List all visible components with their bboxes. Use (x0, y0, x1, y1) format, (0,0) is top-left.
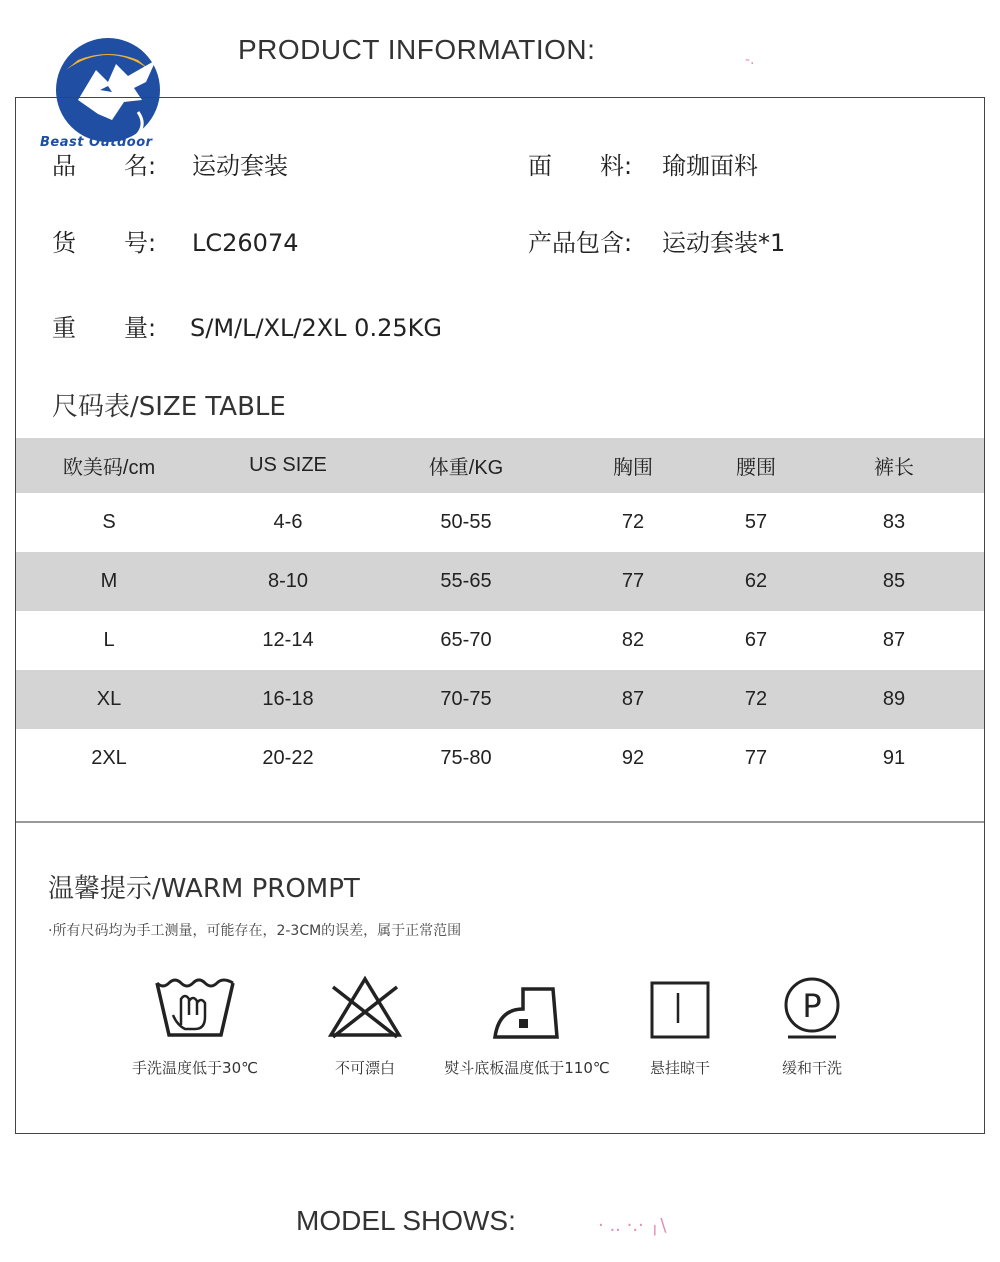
decorative-mark: -. (745, 52, 755, 68)
header-cell: 体重/KG (374, 438, 558, 493)
table-cell: 87 (558, 670, 708, 729)
table-cell: 91 (882, 747, 906, 769)
table-cell: 89 (804, 670, 984, 729)
info-weight-value: S/M/L/XL/2XL 0.25KG (190, 314, 442, 342)
size-table (16, 438, 984, 788)
table-cell: 70-75 (374, 670, 558, 729)
table-cell: 82 (621, 629, 645, 651)
info-package (528, 223, 785, 258)
info-package-label: 产品包含: (528, 229, 633, 257)
decorative-mark: · .. ·.· ╷\ (598, 1215, 667, 1236)
info-name-value: 运动套装 (192, 152, 288, 180)
hand-wash-icon (153, 975, 237, 1041)
info-sku-label: 货 号: (52, 229, 157, 257)
table-cell: 77 (558, 552, 708, 611)
iron-icon (491, 975, 563, 1041)
care-label: 悬挂晾干 (649, 1059, 710, 1077)
header-cell: 欧美码/cm (16, 438, 202, 493)
table-row (16, 493, 984, 552)
info-fabric (528, 146, 758, 181)
dry-clean-p-icon (780, 975, 844, 1041)
care-item (310, 975, 420, 1078)
table-cell: 16-18 (202, 670, 374, 729)
table-cell: 72 (708, 670, 804, 729)
table-cell: 8-10 (202, 552, 374, 611)
table-cell: 4-6 (273, 511, 303, 533)
info-fabric-value: 瑜珈面料 (662, 152, 758, 180)
table-row (16, 552, 984, 611)
info-name-label: 品 名: (52, 152, 157, 180)
table-cell: 2XL (91, 747, 127, 769)
table-cell: 92 (621, 747, 645, 769)
header-cell: 腰围 (708, 438, 804, 493)
table-cell: L (103, 629, 115, 651)
model-shows-title: MODEL SHOWS: (296, 1205, 516, 1236)
info-sku (52, 223, 298, 258)
care-label: 缓和干洗 (781, 1059, 842, 1077)
table-cell: 85 (804, 552, 984, 611)
info-fabric-label: 面 料: (528, 152, 633, 180)
table-cell: 87 (882, 629, 906, 651)
table-cell: 62 (708, 552, 804, 611)
table-cell: 57 (744, 511, 768, 533)
info-package-value: 运动套装*1 (662, 229, 786, 257)
size-table-title: 尺码表/SIZE TABLE (52, 392, 286, 422)
warm-prompt-note: ·所有尺码均为手工测量，可能存在，2-3CM的误差，属于正常范围 (48, 923, 462, 939)
table-cell: 20-22 (262, 747, 314, 769)
header-cell: 胸围 (558, 438, 708, 493)
table-row (16, 729, 984, 788)
care-label: 手洗温度低于30℃ (132, 1059, 258, 1077)
table-cell: XL (16, 670, 202, 729)
warm-prompt-title: 温馨提示/WARM PROMPT (48, 874, 360, 904)
info-name (52, 146, 288, 181)
svg-text:P: P (802, 987, 822, 1025)
info-weight (52, 308, 442, 343)
hang-dry-icon (648, 975, 712, 1041)
table-cell: 77 (744, 747, 768, 769)
table-cell: 83 (882, 511, 906, 533)
care-label: 不可漂白 (334, 1059, 395, 1077)
care-item (762, 975, 862, 1078)
header-cell: US SIZE (202, 438, 374, 493)
table-cell: 67 (744, 629, 768, 651)
info-weight-label: 重 量: (52, 314, 157, 342)
table-row (16, 670, 984, 729)
care-item (432, 975, 622, 1078)
page-title: PRODUCT INFORMATION: (238, 34, 596, 65)
care-label: 熨斗底板温度低于110℃ (444, 1059, 610, 1077)
care-item (110, 975, 280, 1078)
care-item (630, 975, 730, 1078)
table-cell: S (102, 511, 116, 533)
brand-name: Beast Outdoor (40, 135, 153, 150)
table-row (16, 611, 984, 670)
no-bleach-icon (327, 975, 403, 1041)
table-cell: 75-80 (440, 747, 492, 769)
header-cell: 裤长 (804, 438, 984, 493)
table-cell: 72 (621, 511, 645, 533)
table-cell: 55-65 (374, 552, 558, 611)
table-cell: M (16, 552, 202, 611)
table-cell: 65-70 (440, 629, 492, 651)
size-table-header (16, 438, 984, 493)
table-cell: 12-14 (262, 629, 314, 651)
section-divider (16, 821, 984, 823)
info-sku-value: LC26074 (192, 229, 299, 257)
table-cell: 50-55 (440, 511, 492, 533)
